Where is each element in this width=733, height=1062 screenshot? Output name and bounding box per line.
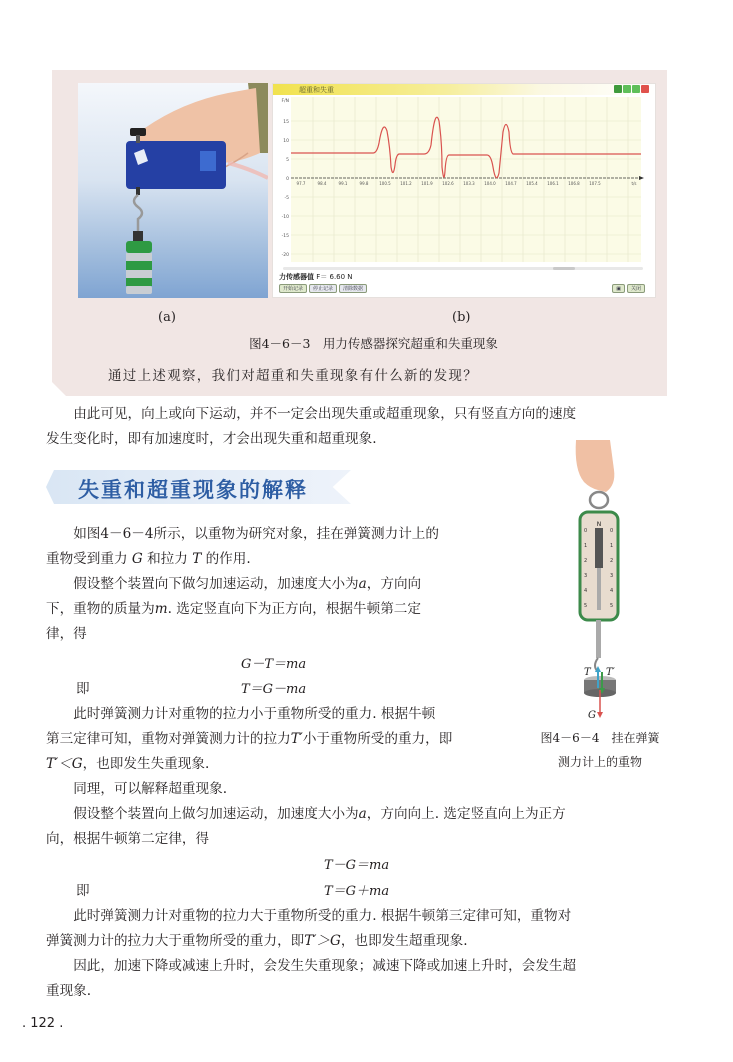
svg-text:101.2: 101.2 [400, 181, 412, 186]
caption-line-2: 测力计上的重物 [557, 755, 642, 769]
minimize-icon[interactable] [632, 85, 640, 93]
text: 和拉力 [147, 551, 188, 567]
svg-text:106.8: 106.8 [568, 181, 580, 186]
pencil-icon[interactable] [614, 85, 622, 93]
svg-text:4: 4 [584, 588, 588, 594]
paragraph-text: 如图4－6－4所示，以重物为研究对象，挂在弹簧测力计上的 [73, 526, 439, 542]
text: 因此，加速下降或减速上升时，会发生失重现象；减速下降或加速上升时，会发生超 [73, 958, 577, 974]
svg-text:N: N [596, 521, 602, 528]
equation-3: T－G＝ma [324, 858, 390, 873]
paragraph-overweight [46, 904, 686, 929]
svg-text:104.0: 104.0 [484, 181, 496, 186]
text: ，也即发生超重现象. [340, 933, 468, 949]
svg-text:102.6: 102.6 [442, 181, 454, 186]
svg-text:15: 15 [283, 120, 289, 125]
svg-text:-5: -5 [284, 196, 289, 201]
text: 重现象. [46, 983, 92, 999]
paragraph-summary [46, 954, 686, 979]
subfigure-a-label: (a) [158, 310, 176, 325]
paragraph-text: 发生变化时，即有加速度时，才会出现失重和超重现象. [46, 431, 377, 447]
text: 向，根据牛顿第二定律，得 [46, 831, 210, 847]
paragraph-conclusion [46, 402, 676, 427]
paragraph-setup-cont [46, 547, 516, 572]
label-T: T [584, 667, 591, 678]
subfigure-b-label: (b) [452, 310, 471, 325]
svg-text:3: 3 [584, 573, 588, 579]
svg-text:101.9: 101.9 [421, 181, 433, 186]
paragraph-downward-cont [46, 597, 516, 622]
svg-text:106.1: 106.1 [547, 181, 559, 186]
force-sensor-illustration [78, 83, 268, 298]
svg-text:0: 0 [286, 177, 289, 182]
paragraph-weightlessness-cont2 [46, 752, 516, 777]
figure-4-6-3-caption: 图4－6－3 用力传感器探究超重和失重现象 [249, 336, 498, 351]
svg-text:1: 1 [610, 543, 614, 549]
text: 此时弹簧测力计对重物的拉力大于重物所受的重力. 根据牛顿第三定律可知，重物对 [73, 908, 572, 924]
label-T-prime: T′ [606, 667, 615, 678]
svg-text:105.4: 105.4 [526, 181, 538, 186]
close-button[interactable]: 关闭 [627, 284, 645, 293]
svg-text:98.4: 98.4 [317, 181, 327, 186]
text: 同理，可以解释超重现象. [73, 781, 228, 797]
symbol-m: m [154, 601, 168, 617]
equation-1: G－T＝ma [241, 657, 307, 672]
svg-text:5: 5 [286, 158, 289, 163]
svg-text:100.5: 100.5 [379, 181, 391, 186]
figure-4-6-4-caption [515, 726, 685, 774]
readout-value: F＝ 6.60 N [316, 273, 353, 281]
paragraph-summary-cont [46, 979, 686, 1004]
svg-text:103.3: 103.3 [463, 181, 475, 186]
paragraph-weightlessness-cont [46, 727, 516, 752]
equation-prefix: 即 [76, 883, 90, 899]
svg-text:0: 0 [584, 528, 588, 534]
text: 的作用. [205, 551, 251, 567]
svg-text:2: 2 [584, 558, 588, 564]
close-icon[interactable] [641, 85, 649, 93]
paragraph-text: 由此可见，向上或向下运动，并不一定会出现失重或超重现象，只有竖直方向的速度 [73, 406, 577, 422]
equation-2: T＝G－ma [241, 682, 307, 697]
svg-text:97.7: 97.7 [296, 181, 306, 186]
paragraph-upward-cont [46, 827, 676, 852]
text: ，方向向 [366, 576, 422, 592]
text: 小于重物所受的重力，即 [302, 731, 453, 747]
text: 假设整个装置向上做匀加速运动，加速度大小为 [73, 806, 359, 822]
svg-text:99.8: 99.8 [359, 181, 369, 186]
control-buttons [279, 284, 367, 293]
text: 第三定律可知，重物对弹簧测力计的拉力 [46, 731, 291, 747]
text: 重物受到重力 [46, 551, 128, 567]
paragraph-downward [46, 572, 516, 597]
paragraph-overweight-cont [46, 929, 686, 954]
spring-scale-illustration [540, 440, 660, 730]
paragraph-downward-cont2 [46, 622, 516, 647]
svg-text:99.1: 99.1 [338, 181, 348, 186]
text: ，方向向上. 选定竖直向上为正方 [366, 806, 566, 822]
equation-prefix: 即 [76, 681, 90, 697]
filter-icon[interactable] [623, 85, 631, 93]
symbol-T-prime: T′ [290, 731, 303, 747]
window-buttons [614, 85, 649, 93]
start-record-button[interactable]: 开始记录 [279, 284, 307, 293]
svg-text:-20: -20 [281, 253, 289, 258]
symbol-a: a [358, 576, 367, 592]
symbol-G: G [131, 551, 143, 567]
svg-text:1: 1 [584, 543, 588, 549]
symbol-T: T [192, 551, 202, 567]
text: 此时弹簧测力计对重物的拉力小于重物所受的重力. 根据牛顿 [73, 706, 436, 722]
svg-text:F/N: F/N [281, 99, 289, 104]
svg-text:-15: -15 [281, 234, 289, 239]
chart-horizontal-scrollbar[interactable] [283, 267, 643, 270]
paragraph-weightlessness [46, 702, 516, 727]
caption-line-1: 图4－6－4 挂在弹簧 [540, 731, 660, 745]
inequality: T′＞G [304, 933, 341, 949]
equation-4: T＝G＋ma [324, 884, 390, 899]
svg-text:107.5: 107.5 [589, 181, 601, 186]
svg-text:104.7: 104.7 [505, 181, 517, 186]
label-G: G [588, 710, 596, 721]
text: 下，重物的质量为 [46, 601, 155, 617]
window-title: 超重和失重 [299, 86, 334, 94]
svg-text:3: 3 [610, 573, 614, 579]
force-time-chart [279, 97, 651, 265]
symbol-a: a [358, 806, 367, 822]
force-sensor-photo [78, 83, 268, 298]
scrollbar-thumb[interactable] [553, 267, 575, 270]
svg-text:5: 5 [610, 603, 614, 609]
sensor-readout [279, 272, 353, 282]
svg-text:4: 4 [610, 588, 614, 594]
text: 弹簧测力计的拉力大于重物所受的重力，即 [46, 933, 305, 949]
text: 律，得 [46, 626, 87, 642]
paragraph-similarly [46, 777, 676, 802]
camera-icon[interactable]: ▣ [612, 284, 625, 293]
right-control-buttons [612, 284, 645, 293]
text: . 选定竖直向下为正方向，根据牛顿第二定 [167, 601, 421, 617]
page-number: . 122 . [22, 1016, 64, 1031]
section-title: 失重和超重现象的解释 [78, 478, 308, 502]
svg-text:10: 10 [283, 139, 289, 144]
svg-text:t/s: t/s [631, 181, 637, 186]
discussion-question: 通过上述观察，我们对超重和失重现象有什么新的发现？ [108, 368, 478, 384]
data-logger-window [272, 83, 656, 298]
clear-data-button[interactable]: 清除数据 [339, 284, 367, 293]
svg-text:0: 0 [610, 528, 614, 534]
paragraph-setup [46, 522, 516, 547]
inequality: T′＜G [46, 756, 83, 772]
text: ，也即发生失重现象. [82, 756, 210, 772]
svg-text:5: 5 [584, 603, 588, 609]
readout-label: 力传感器值 [279, 273, 314, 281]
paragraph-upward [46, 802, 676, 827]
stop-record-button[interactable]: 停止记录 [309, 284, 337, 293]
svg-text:-10: -10 [281, 215, 289, 220]
svg-text:2: 2 [610, 558, 614, 564]
text: 假设整个装置向下做匀加速运动，加速度大小为 [73, 576, 359, 592]
